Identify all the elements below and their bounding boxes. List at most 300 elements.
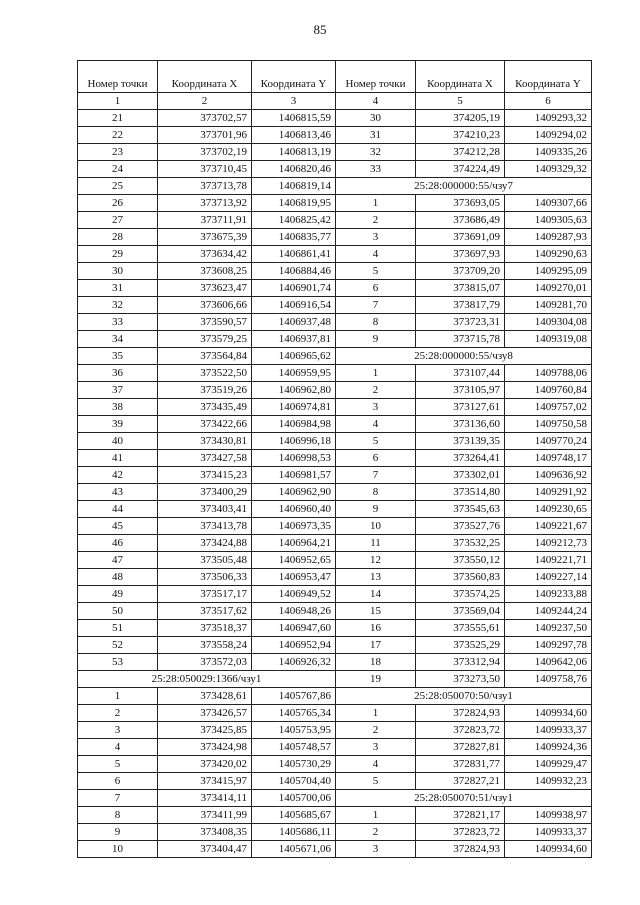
- coordinate-y-right: 1409748,17: [505, 450, 592, 467]
- point-number-right: 6: [336, 450, 416, 467]
- point-number-right: 3: [336, 399, 416, 416]
- coordinate-x-right: 373105,97: [416, 382, 505, 399]
- coordinate-x-left: 373505,48: [158, 552, 252, 569]
- point-number-right: 3: [336, 841, 416, 858]
- point-number-left: 47: [78, 552, 158, 569]
- header-coordinate-x-left: Координата X: [158, 61, 252, 93]
- coordinate-y-right: 1409221,71: [505, 552, 592, 569]
- table-body: [78, 110, 592, 858]
- coordinate-y-right: 1409233,88: [505, 586, 592, 603]
- table-row: [78, 603, 592, 620]
- coordinate-x-right: 372823,72: [416, 722, 505, 739]
- coordinate-y-right: 1409287,93: [505, 229, 592, 246]
- point-number-left: 42: [78, 467, 158, 484]
- point-number-left: 33: [78, 314, 158, 331]
- coordinate-x-left: 373430,81: [158, 433, 252, 450]
- coordinate-y-right: 1409938,97: [505, 807, 592, 824]
- coordinate-x-left: 373424,98: [158, 739, 252, 756]
- section-label-right: 25:28:000000:55/чзу8: [336, 348, 592, 365]
- table-row: [78, 127, 592, 144]
- table-row: [78, 688, 592, 705]
- coordinate-y-left: 1406948,26: [252, 603, 336, 620]
- point-number-left: 45: [78, 518, 158, 535]
- coordinate-x-right: 373686,49: [416, 212, 505, 229]
- coordinate-y-right: 1409307,66: [505, 195, 592, 212]
- page-number: 85: [313, 22, 327, 37]
- table-row: [78, 195, 592, 212]
- coordinate-x-right: 373550,12: [416, 552, 505, 569]
- coordinate-x-left: 373425,85: [158, 722, 252, 739]
- coordinate-x-left: 373713,78: [158, 178, 252, 195]
- coordinate-x-left: 373675,39: [158, 229, 252, 246]
- coordinate-x-left: 373424,88: [158, 535, 252, 552]
- point-number-left: 26: [78, 195, 158, 212]
- table-row: [78, 586, 592, 603]
- coordinate-y-left: 1406974,81: [252, 399, 336, 416]
- coordinate-x-right: 374224,49: [416, 161, 505, 178]
- coordinate-y-right: 1409788,06: [505, 365, 592, 382]
- point-number-left: 4: [78, 739, 158, 756]
- point-number-left: 9: [78, 824, 158, 841]
- point-number-right: 19: [336, 671, 416, 688]
- coordinate-y-left: 1406962,80: [252, 382, 336, 399]
- coordinate-y-left: 1406835,77: [252, 229, 336, 246]
- table-row: [78, 654, 592, 671]
- coordinate-x-right: 373136,60: [416, 416, 505, 433]
- point-number-left: 40: [78, 433, 158, 450]
- point-number-left: 49: [78, 586, 158, 603]
- coordinate-y-left: 1405748,57: [252, 739, 336, 756]
- coordinate-x-left: 373623,47: [158, 280, 252, 297]
- coordinate-y-right: 1409329,32: [505, 161, 592, 178]
- coordinate-x-left: 373702,57: [158, 110, 252, 127]
- point-number-left: 43: [78, 484, 158, 501]
- point-number-left: 50: [78, 603, 158, 620]
- coordinate-y-left: 1406813,19: [252, 144, 336, 161]
- coordinate-x-left: 373517,17: [158, 586, 252, 603]
- point-number-left: 28: [78, 229, 158, 246]
- coordinate-y-left: 1406926,32: [252, 654, 336, 671]
- table-row: [78, 467, 592, 484]
- table-row: [78, 773, 592, 790]
- point-number-right: 1: [336, 195, 416, 212]
- point-number-left: 21: [78, 110, 158, 127]
- point-number-right: 4: [336, 756, 416, 773]
- coordinate-x-right: 372823,72: [416, 824, 505, 841]
- table-row: [78, 518, 592, 535]
- coordinate-y-left: 1406825,42: [252, 212, 336, 229]
- coordinate-x-right: 373555,61: [416, 620, 505, 637]
- coordinate-y-left: 1406965,62: [252, 348, 336, 365]
- coordinate-y-right: 1409270,01: [505, 280, 592, 297]
- coordinate-x-right: 372824,93: [416, 841, 505, 858]
- coordinate-x-right: 373560,83: [416, 569, 505, 586]
- coordinate-x-left: 373404,47: [158, 841, 252, 858]
- table-row: [78, 331, 592, 348]
- coordinate-y-left: 1406960,40: [252, 501, 336, 518]
- coordinate-x-right: 374210,23: [416, 127, 505, 144]
- point-number-right: 2: [336, 722, 416, 739]
- point-number-left: 53: [78, 654, 158, 671]
- table-row: [78, 824, 592, 841]
- coordinate-x-right: 374205,19: [416, 110, 505, 127]
- coordinate-x-left: 373713,92: [158, 195, 252, 212]
- point-number-left: 31: [78, 280, 158, 297]
- coordinate-x-left: 373519,26: [158, 382, 252, 399]
- coordinate-y-right: 1409230,65: [505, 501, 592, 518]
- point-number-right: 7: [336, 467, 416, 484]
- coordinate-y-left: 1405685,67: [252, 807, 336, 824]
- header-coordinate-y-right: Координата Y: [505, 61, 592, 93]
- coordinate-x-left: 373415,23: [158, 467, 252, 484]
- coordinate-x-right: 373691,09: [416, 229, 505, 246]
- coordinate-y-right: 1409932,23: [505, 773, 592, 790]
- coordinate-x-right: 373723,31: [416, 314, 505, 331]
- coordinate-x-right: 372831,77: [416, 756, 505, 773]
- point-number-left: 32: [78, 297, 158, 314]
- coordinate-y-left: 1406952,94: [252, 637, 336, 654]
- coordinate-x-left: 373702,19: [158, 144, 252, 161]
- coordinate-x-right: 373273,50: [416, 671, 505, 688]
- point-number-right: 4: [336, 416, 416, 433]
- point-number-right: 17: [336, 637, 416, 654]
- table-row: [78, 552, 592, 569]
- coordinate-x-right: 373527,76: [416, 518, 505, 535]
- column-number: 3: [252, 93, 336, 110]
- point-number-left: 6: [78, 773, 158, 790]
- point-number-left: 44: [78, 501, 158, 518]
- coordinate-y-right: 1409933,37: [505, 824, 592, 841]
- point-number-left: 1: [78, 688, 158, 705]
- table-row: [78, 722, 592, 739]
- point-number-left: 22: [78, 127, 158, 144]
- point-number-left: 5: [78, 756, 158, 773]
- column-number: 6: [505, 93, 592, 110]
- point-number-right: 1: [336, 705, 416, 722]
- coordinate-x-right: 372821,17: [416, 807, 505, 824]
- coordinate-x-left: 373522,50: [158, 365, 252, 382]
- coordinate-y-right: 1409305,63: [505, 212, 592, 229]
- coordinate-x-right: 373574,25: [416, 586, 505, 603]
- coordinate-y-left: 1406819,95: [252, 195, 336, 212]
- coordinate-y-right: 1409636,92: [505, 467, 592, 484]
- header-point-number-right: Номер точки: [336, 61, 416, 93]
- section-label-right: 25:28:050070:51/чзу1: [336, 790, 592, 807]
- coordinate-x-right: 372827,21: [416, 773, 505, 790]
- point-number-right: 8: [336, 484, 416, 501]
- coordinate-y-right: 1409221,67: [505, 518, 592, 535]
- coordinate-y-right: 1409757,02: [505, 399, 592, 416]
- coordinate-x-right: 373693,05: [416, 195, 505, 212]
- point-number-right: 12: [336, 552, 416, 569]
- point-number-right: 2: [336, 212, 416, 229]
- coordinate-x-left: 373506,33: [158, 569, 252, 586]
- coordinate-y-left: 1406916,54: [252, 297, 336, 314]
- column-number-row: [78, 93, 592, 110]
- table-row: [78, 671, 592, 688]
- coordinate-x-left: 373701,96: [158, 127, 252, 144]
- coordinate-x-right: 373514,80: [416, 484, 505, 501]
- coordinate-y-right: 1409237,50: [505, 620, 592, 637]
- point-number-right: 1: [336, 807, 416, 824]
- coordinate-x-left: 373411,99: [158, 807, 252, 824]
- coordinate-x-right: 373312,94: [416, 654, 505, 671]
- coordinate-y-right: 1409934,60: [505, 841, 592, 858]
- point-number-right: 5: [336, 433, 416, 450]
- coordinate-y-right: 1409642,06: [505, 654, 592, 671]
- coordinate-y-left: 1405765,34: [252, 705, 336, 722]
- point-number-right: 7: [336, 297, 416, 314]
- coordinate-x-left: 373710,45: [158, 161, 252, 178]
- coordinate-y-right: 1409929,47: [505, 756, 592, 773]
- header-coordinate-y-left: Координата Y: [252, 61, 336, 93]
- point-number-left: 27: [78, 212, 158, 229]
- coordinate-y-left: 1406937,81: [252, 331, 336, 348]
- table-row: [78, 416, 592, 433]
- section-label-right: 25:28:050070:50/чзу1: [336, 688, 592, 705]
- point-number-right: 2: [336, 382, 416, 399]
- coordinate-x-left: 373590,57: [158, 314, 252, 331]
- point-number-left: 2: [78, 705, 158, 722]
- coordinate-x-left: 373400,29: [158, 484, 252, 501]
- table-row: [78, 637, 592, 654]
- coordinate-x-right: 373264,41: [416, 450, 505, 467]
- coordinate-y-right: 1409758,76: [505, 671, 592, 688]
- coordinate-y-left: 1406819,14: [252, 178, 336, 195]
- section-label-right: 25:28:000000:55/чзу7: [336, 178, 592, 195]
- coordinate-x-right: 373525,29: [416, 637, 505, 654]
- table-row: [78, 790, 592, 807]
- coordinate-y-right: 1409227,14: [505, 569, 592, 586]
- coordinate-x-right: 373815,07: [416, 280, 505, 297]
- coordinate-x-left: 373420,02: [158, 756, 252, 773]
- table-row: [78, 280, 592, 297]
- point-number-right: 14: [336, 586, 416, 603]
- coordinate-x-right: 373545,63: [416, 501, 505, 518]
- coordinate-x-left: 373408,35: [158, 824, 252, 841]
- point-number-left: 35: [78, 348, 158, 365]
- coordinate-y-left: 1405686,11: [252, 824, 336, 841]
- coordinate-x-right: 372824,93: [416, 705, 505, 722]
- table-row: [78, 739, 592, 756]
- coordinate-x-left: 373711,91: [158, 212, 252, 229]
- coordinate-x-right: 373532,25: [416, 535, 505, 552]
- point-number-right: 32: [336, 144, 416, 161]
- column-number: 2: [158, 93, 252, 110]
- point-number-right: 3: [336, 229, 416, 246]
- coordinate-y-left: 1405700,06: [252, 790, 336, 807]
- coordinate-x-right: 373715,78: [416, 331, 505, 348]
- table-row: [78, 229, 592, 246]
- point-number-right: 3: [336, 739, 416, 756]
- coordinate-y-left: 1405767,86: [252, 688, 336, 705]
- coordinate-x-right: 373709,20: [416, 263, 505, 280]
- table-row: [78, 110, 592, 127]
- table-row: [78, 144, 592, 161]
- point-number-right: 2: [336, 824, 416, 841]
- coordinate-y-left: 1406861,41: [252, 246, 336, 263]
- coordinate-y-left: 1406947,60: [252, 620, 336, 637]
- table-row: [78, 246, 592, 263]
- point-number-right: 9: [336, 331, 416, 348]
- table-row: [78, 263, 592, 280]
- table-row: [78, 450, 592, 467]
- table-row: [78, 212, 592, 229]
- coordinate-x-left: 373427,58: [158, 450, 252, 467]
- point-number-right: 11: [336, 535, 416, 552]
- coordinate-y-left: 1406959,95: [252, 365, 336, 382]
- coordinate-y-right: 1409244,24: [505, 603, 592, 620]
- coordinate-y-left: 1406949,52: [252, 586, 336, 603]
- header-point-number-left: Номер точки: [78, 61, 158, 93]
- table-row: [78, 841, 592, 858]
- table-row: [78, 297, 592, 314]
- table-row: [78, 807, 592, 824]
- point-number-right: 33: [336, 161, 416, 178]
- point-number-left: 37: [78, 382, 158, 399]
- coordinate-y-right: 1409335,26: [505, 144, 592, 161]
- coordinate-y-left: 1405671,06: [252, 841, 336, 858]
- point-number-right: 4: [336, 246, 416, 263]
- coordinate-x-right: 373107,44: [416, 365, 505, 382]
- coordinate-y-left: 1406962,90: [252, 484, 336, 501]
- table-row: [78, 161, 592, 178]
- coordinate-y-left: 1406901,74: [252, 280, 336, 297]
- coordinate-y-left: 1406973,35: [252, 518, 336, 535]
- point-number-left: 38: [78, 399, 158, 416]
- coordinate-x-left: 373415,97: [158, 773, 252, 790]
- point-number-left: 7: [78, 790, 158, 807]
- coordinates-table: [77, 60, 592, 858]
- point-number-left: 8: [78, 807, 158, 824]
- coordinate-y-left: 1406998,53: [252, 450, 336, 467]
- coordinate-y-left: 1406996,18: [252, 433, 336, 450]
- coordinate-x-right: 373127,61: [416, 399, 505, 416]
- point-number-left: 25: [78, 178, 158, 195]
- table-row: [78, 348, 592, 365]
- table-row: [78, 399, 592, 416]
- header-coordinate-x-right: Координата X: [416, 61, 505, 93]
- coordinate-x-left: 373606,66: [158, 297, 252, 314]
- coordinate-x-right: 373697,93: [416, 246, 505, 263]
- coordinate-y-left: 1406981,57: [252, 467, 336, 484]
- coordinate-y-left: 1405753,95: [252, 722, 336, 739]
- point-number-left: 34: [78, 331, 158, 348]
- point-number-right: 13: [336, 569, 416, 586]
- point-number-right: 6: [336, 280, 416, 297]
- point-number-left: 29: [78, 246, 158, 263]
- coordinate-y-left: 1406964,21: [252, 535, 336, 552]
- coordinate-x-left: 373414,11: [158, 790, 252, 807]
- coordinate-y-right: 1409293,32: [505, 110, 592, 127]
- column-number: 1: [78, 93, 158, 110]
- point-number-right: 18: [336, 654, 416, 671]
- coordinate-x-right: 373817,79: [416, 297, 505, 314]
- table-row: [78, 178, 592, 195]
- point-number-right: 15: [336, 603, 416, 620]
- point-number-right: 10: [336, 518, 416, 535]
- point-number-left: 23: [78, 144, 158, 161]
- coordinate-y-left: 1406884,46: [252, 263, 336, 280]
- point-number-right: 5: [336, 263, 416, 280]
- coordinate-x-right: 372827,81: [416, 739, 505, 756]
- coordinate-y-right: 1409750,58: [505, 416, 592, 433]
- coordinate-y-left: 1406815,59: [252, 110, 336, 127]
- point-number-right: 30: [336, 110, 416, 127]
- point-number-right: 8: [336, 314, 416, 331]
- table-row: [78, 756, 592, 773]
- coordinate-x-right: 373139,35: [416, 433, 505, 450]
- table-row: [78, 365, 592, 382]
- table-row: [78, 501, 592, 518]
- point-number-right: 9: [336, 501, 416, 518]
- coordinate-y-right: 1409770,24: [505, 433, 592, 450]
- coordinate-x-left: 373422,66: [158, 416, 252, 433]
- table-row: [78, 569, 592, 586]
- coordinate-x-left: 373579,25: [158, 331, 252, 348]
- coordinate-y-right: 1409295,09: [505, 263, 592, 280]
- point-number-left: 39: [78, 416, 158, 433]
- coordinate-x-left: 373435,49: [158, 399, 252, 416]
- coordinate-x-left: 373413,78: [158, 518, 252, 535]
- table-row: [78, 620, 592, 637]
- coordinate-x-left: 373564,84: [158, 348, 252, 365]
- coordinate-y-right: 1409934,60: [505, 705, 592, 722]
- point-number-left: 51: [78, 620, 158, 637]
- column-number: 5: [416, 93, 505, 110]
- coordinate-y-left: 1406820,46: [252, 161, 336, 178]
- point-number-left: 10: [78, 841, 158, 858]
- coordinate-x-left: 373634,42: [158, 246, 252, 263]
- coordinate-x-left: 373558,24: [158, 637, 252, 654]
- coordinate-x-left: 373518,37: [158, 620, 252, 637]
- coordinate-x-right: 373569,04: [416, 603, 505, 620]
- coordinate-y-right: 1409294,02: [505, 127, 592, 144]
- point-number-left: 3: [78, 722, 158, 739]
- coordinate-x-right: 373302,01: [416, 467, 505, 484]
- table-row: [78, 535, 592, 552]
- coordinate-y-left: 1406984,98: [252, 416, 336, 433]
- coordinate-y-left: 1405730,29: [252, 756, 336, 773]
- coordinate-y-left: 1406813,46: [252, 127, 336, 144]
- coordinate-y-right: 1409290,63: [505, 246, 592, 263]
- coordinate-y-right: 1409924,36: [505, 739, 592, 756]
- point-number-right: 5: [336, 773, 416, 790]
- coordinate-y-right: 1409933,37: [505, 722, 592, 739]
- table-row: [78, 484, 592, 501]
- point-number-right: 31: [336, 127, 416, 144]
- table-row: [78, 314, 592, 331]
- table-row: [78, 705, 592, 722]
- table-header-row: [78, 61, 592, 93]
- coordinate-y-right: 1409281,70: [505, 297, 592, 314]
- point-number-right: 1: [336, 365, 416, 382]
- coordinate-x-left: 373608,25: [158, 263, 252, 280]
- point-number-left: 30: [78, 263, 158, 280]
- column-number: 4: [336, 93, 416, 110]
- coordinate-y-right: 1409212,73: [505, 535, 592, 552]
- coordinate-y-left: 1406952,65: [252, 552, 336, 569]
- coordinate-y-right: 1409304,08: [505, 314, 592, 331]
- point-number-left: 52: [78, 637, 158, 654]
- point-number-left: 46: [78, 535, 158, 552]
- coordinate-x-left: 373403,41: [158, 501, 252, 518]
- coordinate-x-left: 373517,62: [158, 603, 252, 620]
- coordinate-y-right: 1409297,78: [505, 637, 592, 654]
- point-number-left: 41: [78, 450, 158, 467]
- point-number-left: 48: [78, 569, 158, 586]
- coordinate-y-right: 1409760,84: [505, 382, 592, 399]
